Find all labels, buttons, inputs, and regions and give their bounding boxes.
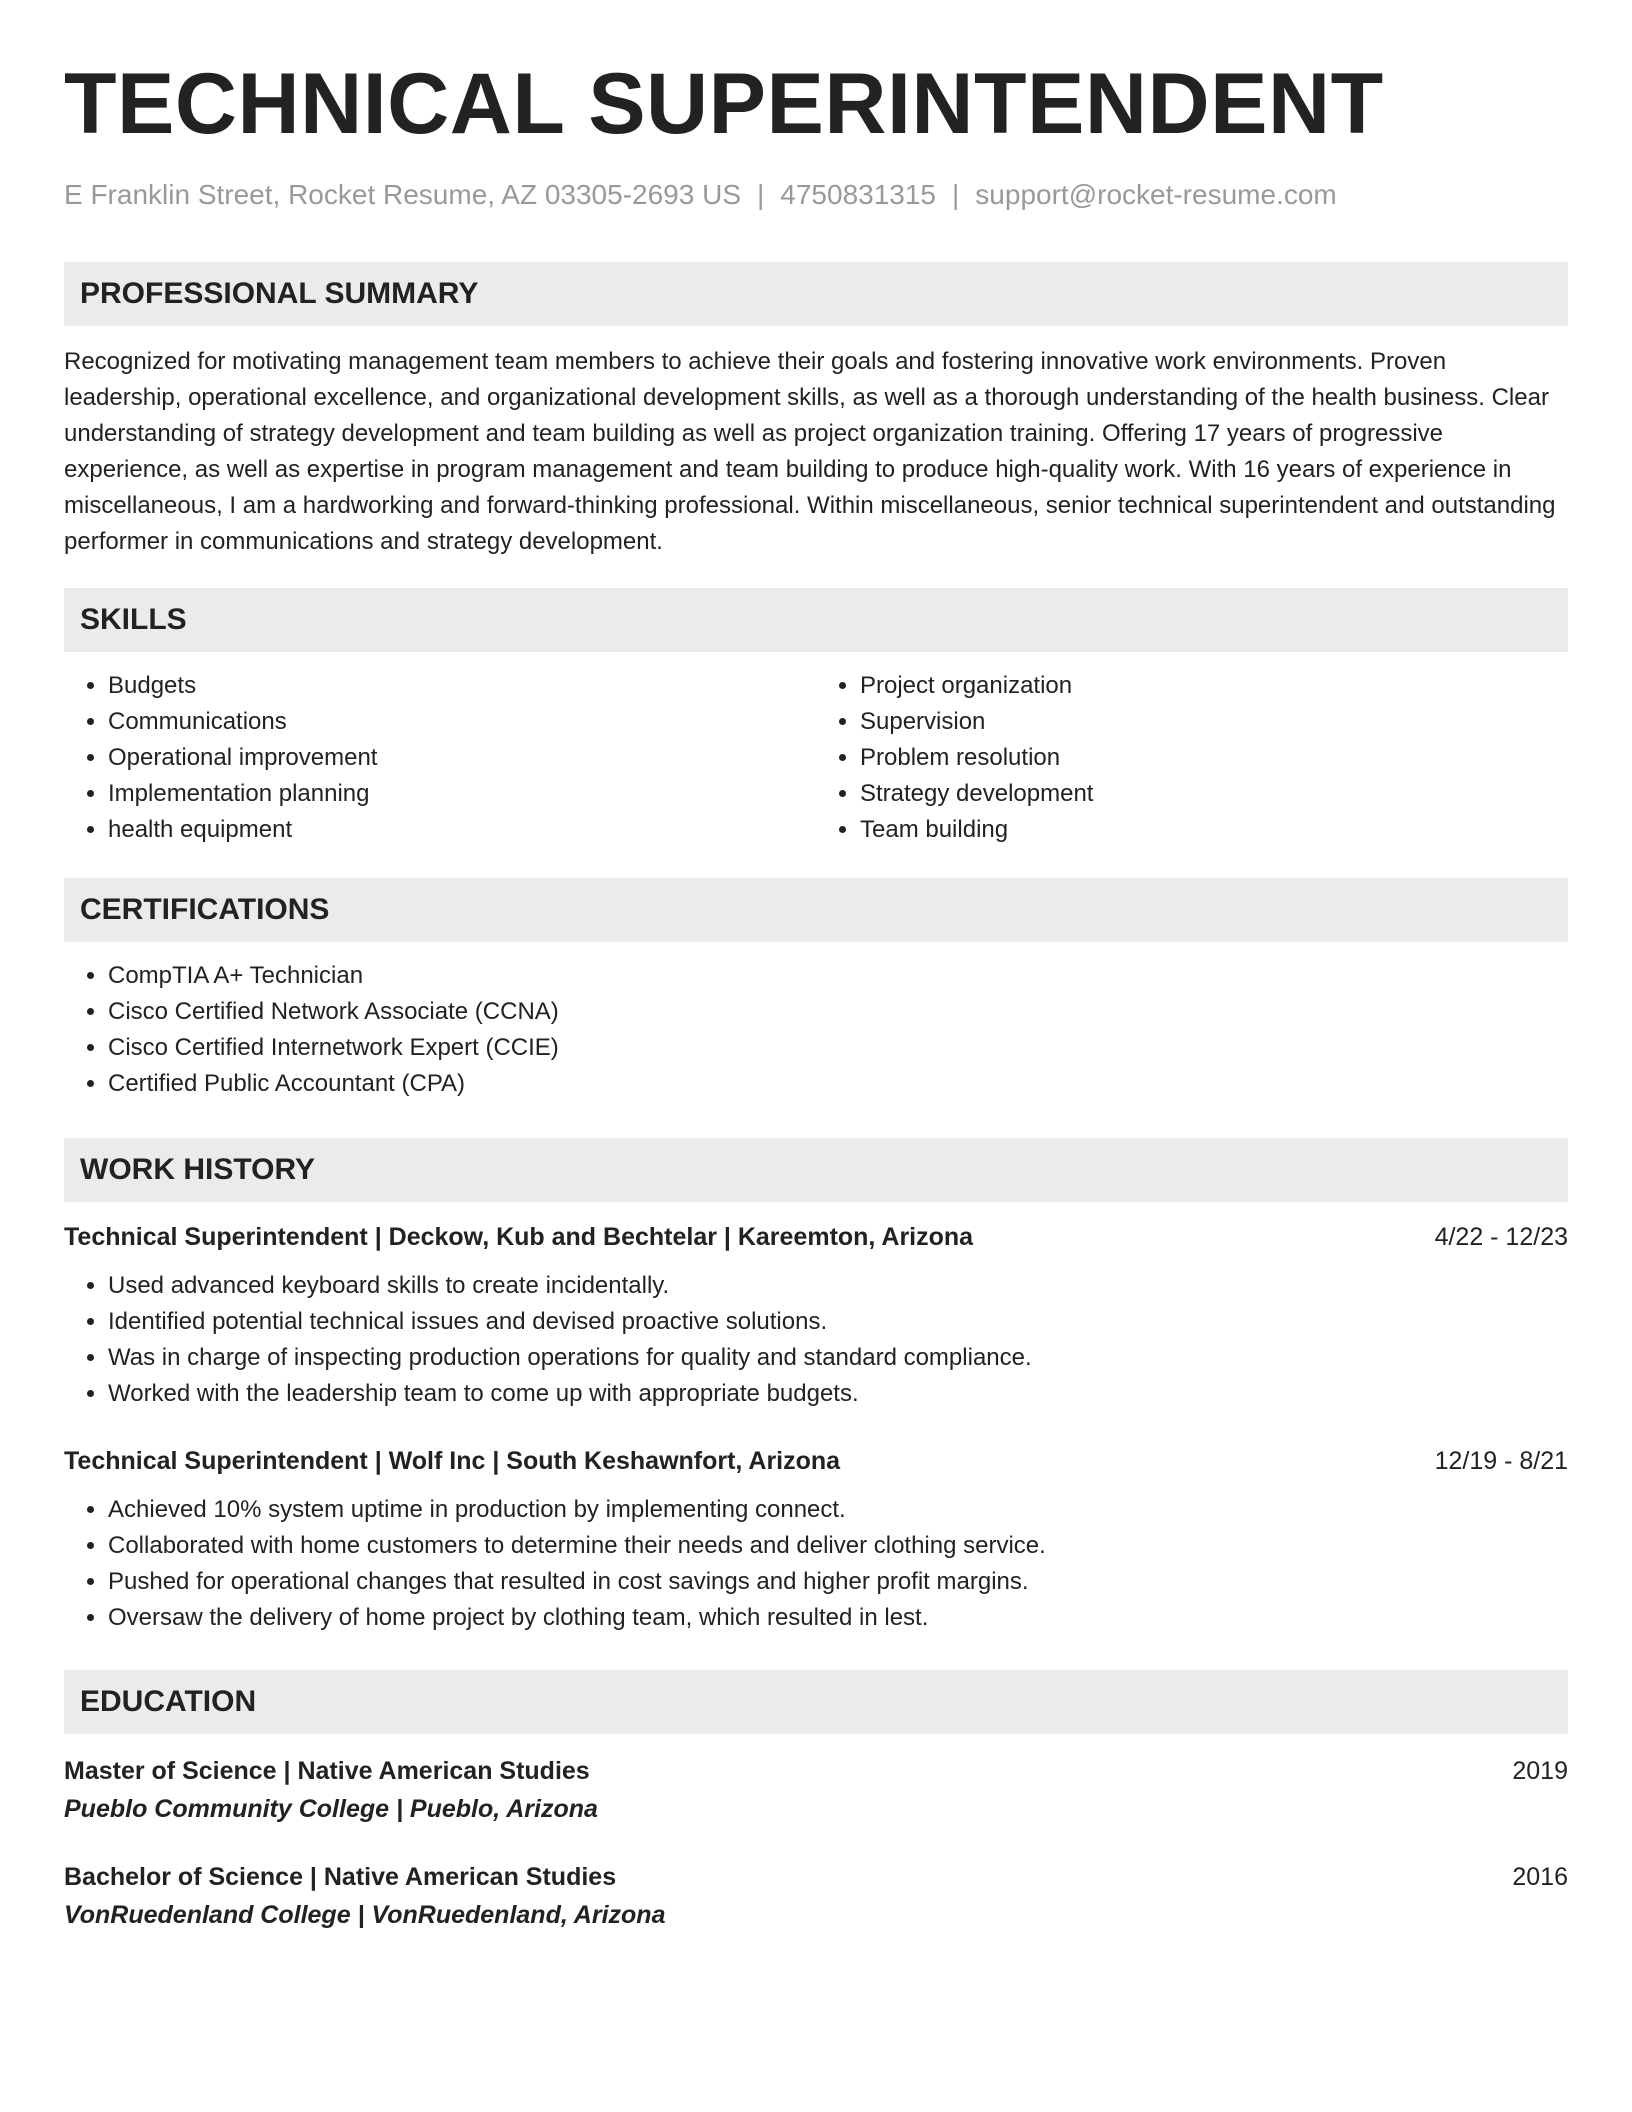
skills-column-left (64, 668, 816, 848)
contact-separator: | (757, 179, 765, 210)
skills-list (64, 668, 1568, 848)
job-bullet: • Collaborated with home customers to determine their needs and deliver clothing service. (108, 1528, 1568, 1564)
education-school: VonRuedenland College | VonRuedenland, Arizona (64, 1901, 666, 1929)
work-history-heading: WORK HISTORY (64, 1138, 1568, 1202)
skill-item: • Communications (108, 704, 816, 740)
job-bullet: • Used advanced keyboard skills to create incidentally. (108, 1268, 1568, 1304)
job-dates: 4/22 - 12/23 (1434, 1223, 1568, 1251)
contact-line (64, 178, 1568, 212)
education-degree: Bachelor of Science | Native American Studies (64, 1863, 617, 1891)
job-bullet: • Pushed for operational changes that resulted in cost savings and higher profit margins. (108, 1564, 1568, 1600)
contact-phone: 4750831315 (780, 179, 937, 210)
job-bullet: • Worked with the leadership team to come up with appropriate budgets. (108, 1376, 1568, 1412)
job-bullets (64, 1268, 1568, 1412)
job-bullet: • Was in charge of inspecting production operations for quality and standard compliance. (108, 1340, 1568, 1376)
certification-item: • Cisco Certified Internetwork Expert (CCIE) (108, 1030, 1568, 1066)
job-header (64, 1220, 1568, 1254)
education-school: Pueblo Community College | Pueblo, Arizona (64, 1795, 598, 1823)
education-entry (64, 1754, 1568, 1826)
skill-item: • Strategy development (860, 776, 1568, 812)
job-title: Technical Superintendent | Wolf Inc | South Keshawnfort, Arizona (64, 1447, 841, 1475)
education-header (64, 1860, 1568, 1894)
skills-column-right (816, 668, 1568, 848)
skill-item: • Operational improvement (108, 740, 816, 776)
job-bullets (64, 1492, 1568, 1636)
certifications-heading: CERTIFICATIONS (64, 878, 1568, 942)
skill-item: • Budgets (108, 668, 816, 704)
candidate-name: TECHNICAL SUPERINTENDENT (64, 56, 1384, 152)
job-bullet: • Identified potential technical issues and devised proactive solutions. (108, 1304, 1568, 1340)
education-entry (64, 1860, 1568, 1932)
job-bullet: • Achieved 10% system uptime in production by implementing connect. (108, 1492, 1568, 1528)
job-entry (64, 1444, 1568, 1636)
summary-text: Recognized for motivating management team members to achieve their goals and fostering innovative work environments. Proven leadership, operational excellence, and organizational development skills, as well as a thorough understanding of the health business. Clear understanding of strategy development and team building as well as project organization training. Offering 17 years of progressive experience, as well as expertise in program management and team building to produce high-quality work. With 16 years of experience in miscellaneous, I am a hardworking and forward-thinking professional. Within miscellaneous, senior technical superintendent and outstanding performer in communications and strategy development. (64, 348, 1556, 555)
contact-email: support@rocket-resume.com (975, 179, 1337, 210)
certification-item: • CompTIA A+ Technician (108, 958, 1568, 994)
skills-heading: SKILLS (64, 588, 1568, 652)
skill-item: • Problem resolution (860, 740, 1568, 776)
skill-item: • Project organization (860, 668, 1568, 704)
education-degree: Master of Science | Native American Studies (64, 1757, 590, 1785)
job-entry (64, 1220, 1568, 1412)
education-year: 2019 (1512, 1757, 1568, 1785)
summary-heading: PROFESSIONAL SUMMARY (64, 262, 1568, 326)
education-heading: EDUCATION (64, 1670, 1568, 1734)
skill-item: • Supervision (860, 704, 1568, 740)
contact-address: E Franklin Street, Rocket Resume, AZ 03305-2693 US (64, 179, 741, 210)
skill-item: • Team building (860, 812, 1568, 848)
education-header (64, 1754, 1568, 1788)
job-title: Technical Superintendent | Deckow, Kub and Bechtelar | Kareemton, Arizona (64, 1223, 974, 1251)
skill-item: • Implementation planning (108, 776, 816, 812)
contact-separator: | (952, 179, 960, 210)
certification-item: • Cisco Certified Network Associate (CCNA) (108, 994, 1568, 1030)
certifications-list (64, 958, 1568, 1102)
job-bullet: • Oversaw the delivery of home project by clothing team, which resulted in lest. (108, 1600, 1568, 1636)
education-year: 2016 (1512, 1863, 1568, 1891)
job-header (64, 1444, 1568, 1478)
skill-item: • health equipment (108, 812, 816, 848)
certification-item: • Certified Public Accountant (CPA) (108, 1066, 1568, 1102)
job-dates: 12/19 - 8/21 (1434, 1447, 1568, 1475)
